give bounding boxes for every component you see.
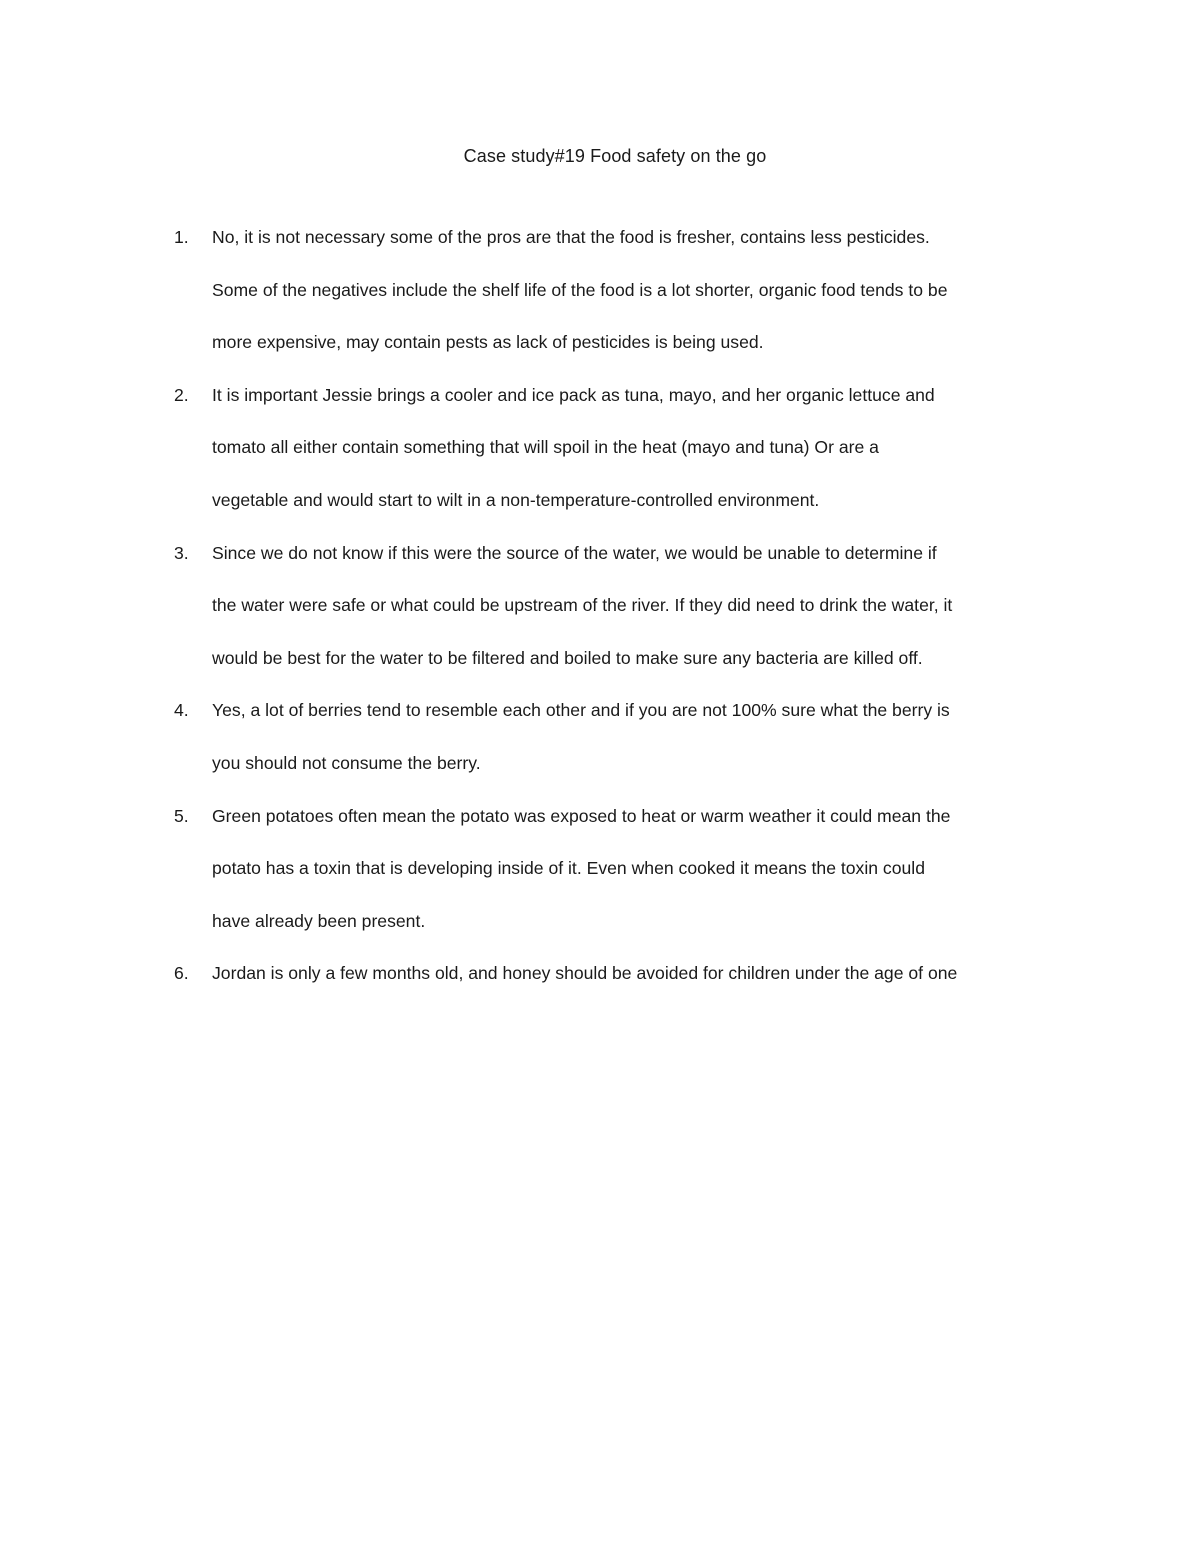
answer-item-1 [170,211,1070,369]
answer-line: Yes, a lot of berries tend to resemble each other and if you are not 100% sure what the berry is [212,700,950,721]
answer-line: Jordan is only a few months old, and honey should be avoided for children under the age of one [212,963,958,984]
answer-item-2 [170,369,1070,527]
answer-line: vegetable and would start to wilt in a non-temperature-controlled environment. [212,489,820,510]
answer-item-6 [170,947,1070,1000]
answer-line: It is important Jessie brings a cooler and ice pack as tuna, mayo, and her organic lettuce and [212,384,935,405]
answer-item-4 [170,684,1070,789]
answer-line: tomato all either contain something that will spoil in the heat (mayo and tuna) Or are a [212,437,879,458]
answer-line: more expensive, may contain pests as lack of pesticides is being used. [212,332,764,353]
answer-number: 1. [174,227,189,247]
answer-line: you should not consume the berry. [212,752,481,773]
answer-number: 6. [174,963,189,984]
answer-line: Green potatoes often mean the potato was exposed to heat or warm weather it could mean the [212,805,951,826]
answer-line: have already been present. [212,910,426,931]
answer-line: Some of the negatives include the shelf life of the food is a lot shorter, organic food tends to be [212,279,948,300]
answer-number: 3. [174,542,189,563]
answer-line: potato has a toxin that is developing inside of it. Even when cooked it means the toxin could [212,858,925,879]
answer-number: 4. [174,700,189,721]
answer-item-3 [170,527,1070,685]
answer-list [170,211,1070,1000]
answer-line: would be best for the water to be filtered and boiled to make sure any bacteria are killed off. [212,647,923,668]
answer-line: Since we do not know if this were the source of the water, we would be unable to determine if [212,542,937,563]
answer-number: 5. [174,805,189,826]
answer-line: No, it is not necessary some of the pros are that the food is fresher, contains less pesticides. [212,227,930,247]
document-title: Case study#19 Food safety on the go [463,146,767,166]
answer-number: 2. [174,384,189,405]
answer-item-5 [170,790,1070,948]
answer-line: the water were safe or what could be upstream of the river. If they did need to drink the water, it [212,595,953,616]
